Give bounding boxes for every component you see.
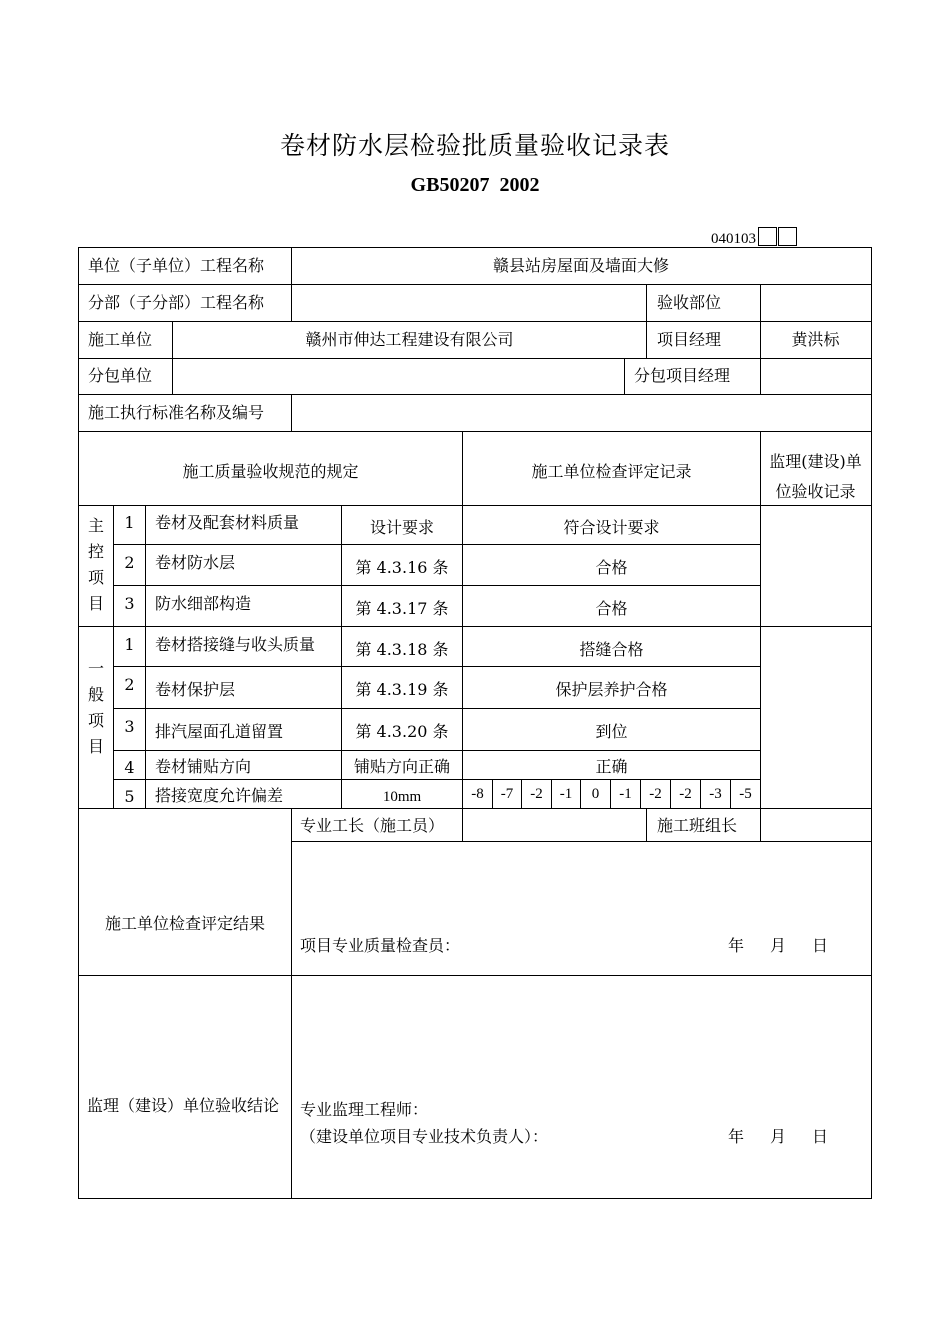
project-manager-value[interactable]: 黄洪标 <box>791 330 840 349</box>
general-item-no: 2 <box>124 675 135 694</box>
foreman-label: 专业工长（施工员） <box>300 816 445 835</box>
row-divider <box>78 808 872 809</box>
general-item-result[interactable]: 到位 <box>595 722 628 741</box>
row-divider <box>113 750 761 751</box>
deviation-value[interactable]: -2 <box>649 786 662 802</box>
col-divider <box>462 808 463 841</box>
col-divider <box>291 284 292 321</box>
row-divider <box>78 505 872 506</box>
general-item-clause: 第 4.3.18 条 <box>355 640 449 659</box>
col-divider <box>624 358 625 394</box>
general-item-no: 4 <box>124 758 135 777</box>
deviation-value[interactable]: -7 <box>500 786 514 802</box>
subcontract-manager-label: 分包项目经理 <box>634 366 731 385</box>
quality-inspector-label: 项目专业质量检查员： <box>300 936 461 955</box>
sub-project-label: 分部（子分部）工程名称 <box>88 293 265 312</box>
col-divider <box>291 394 292 431</box>
supervision-header-line2: 位验收记录 <box>775 482 856 501</box>
main-item-name: 卷材防水层 <box>155 553 236 572</box>
main-item-result[interactable]: 符合设计要求 <box>563 518 660 537</box>
row-divider <box>78 431 872 432</box>
main-group-char: 控 <box>87 542 104 561</box>
unit-project-value[interactable]: 赣县站房屋面及墙面大修 <box>492 256 669 275</box>
construction-unit-label: 施工单位 <box>88 330 153 349</box>
deviation-value[interactable]: -2 <box>679 786 692 802</box>
general-item-no: 5 <box>124 787 135 806</box>
deviation-value[interactable]: -1 <box>619 786 632 802</box>
general-group-label <box>86 656 106 760</box>
construction-result-label: 施工单位检查评定结果 <box>104 914 265 933</box>
main-item-clause: 第 4.3.17 条 <box>355 599 449 618</box>
main-group-char: 目 <box>87 594 104 613</box>
deviation-value[interactable]: -3 <box>709 786 722 802</box>
col-divider <box>646 284 647 321</box>
general-item-result[interactable]: 搭缝合格 <box>579 640 644 659</box>
main-item-no: 3 <box>124 594 135 613</box>
main-item-name: 防水细部构造 <box>155 594 252 613</box>
supervision-conclusion-label: 监理（建设）单位验收结论 <box>87 1096 280 1115</box>
supervisor-label: 专业监理工程师： <box>300 1100 429 1119</box>
general-group-char: 目 <box>87 737 104 756</box>
standard-label: 施工执行标准名称及编号 <box>88 403 265 422</box>
general-item-no: 1 <box>124 635 135 654</box>
spec-header: 施工质量验收规范的规定 <box>182 462 359 481</box>
construction-day-label: 日 <box>812 936 829 955</box>
deviation-value[interactable]: -8 <box>471 786 484 802</box>
row-divider <box>78 975 872 976</box>
deviation-value[interactable]: -5 <box>739 786 752 802</box>
row-divider <box>78 321 872 322</box>
record-header: 施工单位检查评定记录 <box>531 462 692 481</box>
supervision-month-label: 月 <box>770 1127 787 1146</box>
main-group-char: 主 <box>87 516 104 535</box>
subcontractor-label: 分包单位 <box>88 366 153 385</box>
col-divider <box>145 505 146 808</box>
construction-year-label: 年 <box>728 936 745 955</box>
col-divider <box>646 321 647 358</box>
general-item-name: 卷材保护层 <box>155 680 236 699</box>
acceptance-part-label: 验收部位 <box>657 293 722 312</box>
general-item-name: 卷材搭接缝与收头质量 <box>155 635 316 654</box>
general-item-clause: 第 4.3.19 条 <box>355 680 449 699</box>
form-number: 040103 <box>711 231 756 247</box>
unit-project-label: 单位（子单位）工程名称 <box>88 256 265 275</box>
general-item-result[interactable]: 正确 <box>595 757 628 776</box>
supervision-day-label: 日 <box>812 1127 829 1146</box>
general-group-char: 一 <box>87 659 104 678</box>
main-item-no: 2 <box>124 553 135 572</box>
general-item-result[interactable]: 保护层养护合格 <box>555 680 668 699</box>
general-item-name: 卷材铺贴方向 <box>155 757 252 776</box>
supervision-header <box>761 447 870 507</box>
main-item-clause: 第 4.3.16 条 <box>355 558 449 577</box>
row-divider <box>78 284 872 285</box>
project-manager-label: 项目经理 <box>657 330 722 349</box>
col-divider <box>760 808 761 841</box>
general-item-clause: 铺贴方向正确 <box>353 757 450 776</box>
col-divider <box>291 808 292 1198</box>
general-item-clause: 10mm <box>382 789 422 805</box>
team-leader-label: 施工班组长 <box>657 816 738 835</box>
row-divider <box>113 585 761 586</box>
row-divider <box>113 708 761 709</box>
main-item-name: 卷材及配套材料质量 <box>155 513 300 532</box>
supervision-year-label: 年 <box>728 1127 745 1146</box>
main-group-char: 项 <box>87 568 104 587</box>
supervision-header-line1: 监理(建设)单 <box>769 452 862 471</box>
main-item-result[interactable]: 合格 <box>595 558 628 577</box>
form-title: 卷材防水层检验批质量验收记录表 <box>279 131 670 160</box>
deviation-value[interactable]: -1 <box>559 786 573 802</box>
general-group-char: 般 <box>87 685 104 704</box>
general-item-name: 排汽屋面孔道留置 <box>155 722 284 741</box>
general-group-char: 项 <box>87 711 104 730</box>
main-item-no: 1 <box>124 513 135 532</box>
main-item-result[interactable]: 合格 <box>595 599 628 618</box>
construction-unit-value[interactable]: 赣州市伸达工程建设有限公司 <box>305 330 514 349</box>
standard-code: GB50207 2002 <box>410 174 540 196</box>
row-divider <box>113 666 761 667</box>
row-divider <box>78 626 872 627</box>
row-divider <box>291 841 872 842</box>
owner-rep-label: （建设单位项目专业技术负责人）： <box>300 1127 549 1146</box>
deviation-value[interactable]: -2 <box>530 786 543 802</box>
general-item-name: 搭接宽度允许偏差 <box>155 786 284 805</box>
main-group-label <box>86 513 106 617</box>
row-divider <box>113 544 761 545</box>
main-item-clause: 设计要求 <box>369 518 434 537</box>
general-item-no: 3 <box>124 717 135 736</box>
deviation-value[interactable]: 0 <box>591 786 600 802</box>
row-divider <box>78 394 872 395</box>
row-divider <box>78 358 872 359</box>
col-divider <box>646 808 647 841</box>
construction-month-label: 月 <box>770 936 787 955</box>
general-item-clause: 第 4.3.20 条 <box>355 722 449 741</box>
col-divider <box>760 284 761 321</box>
